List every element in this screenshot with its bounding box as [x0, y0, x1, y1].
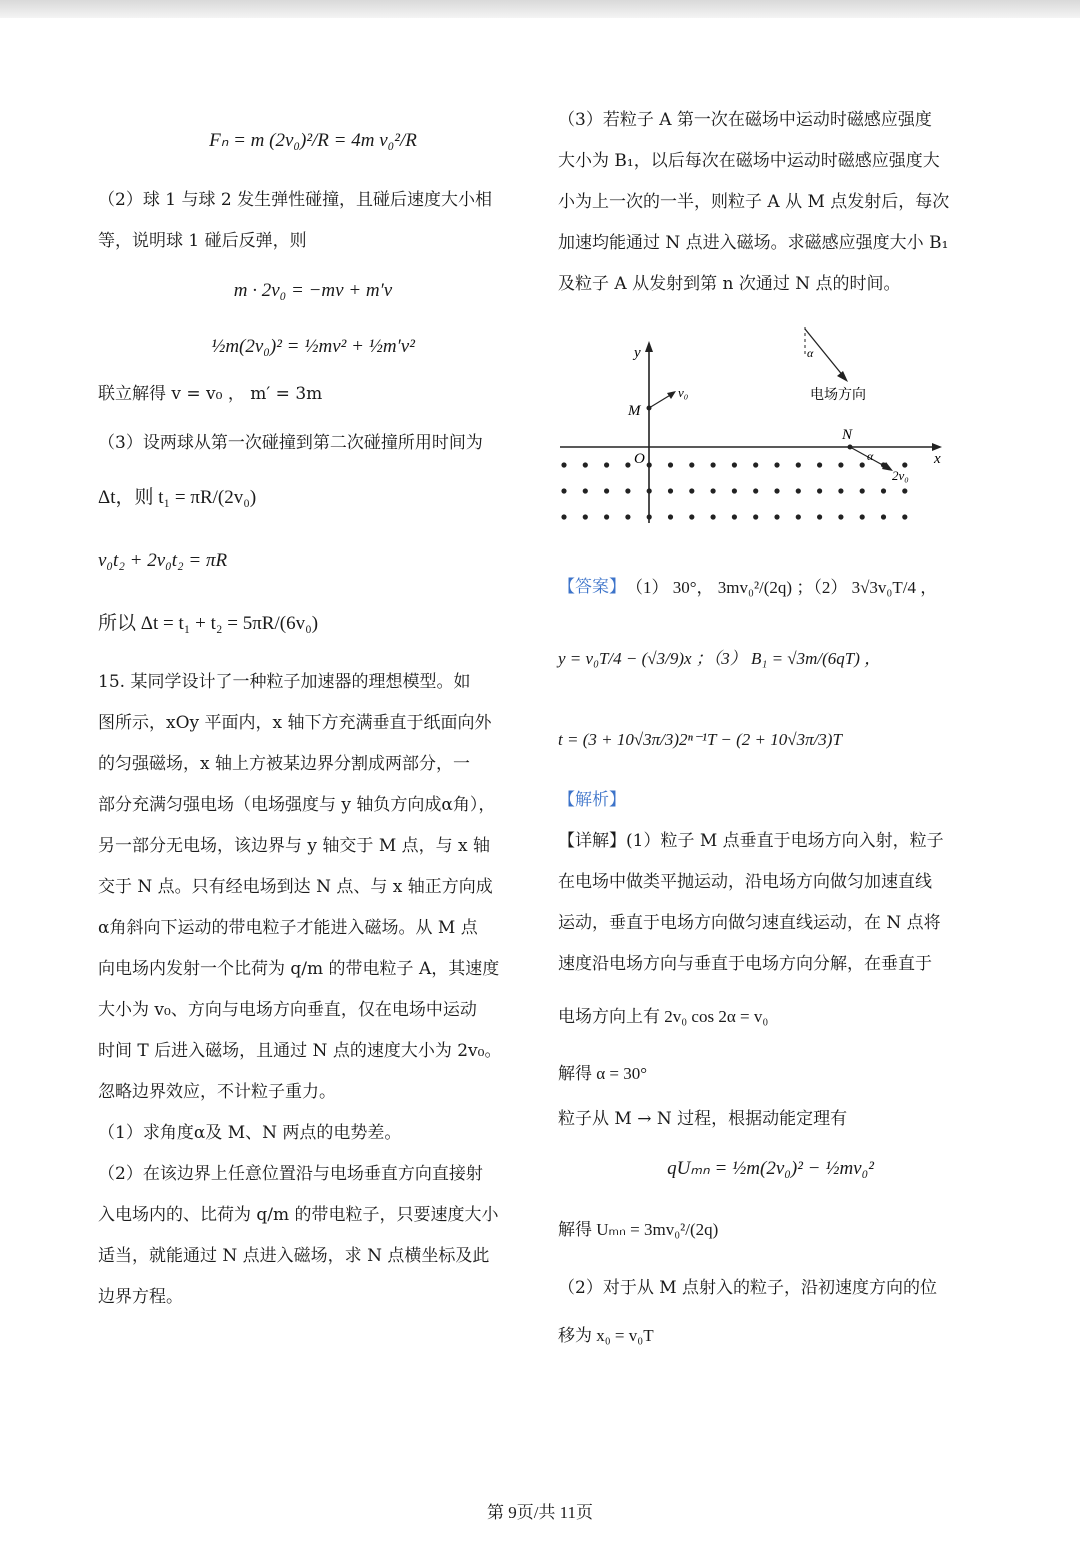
field-arrow-head-icon	[837, 371, 848, 382]
question-line: 小为上一次的一半，则粒子 A 从 M 点发射后，每次	[558, 192, 950, 212]
origin-label: O	[634, 451, 645, 467]
field-dot	[583, 488, 588, 493]
field-dot	[668, 514, 673, 519]
field-direction-label: 电场方向	[810, 388, 866, 403]
field-dot	[689, 462, 694, 467]
question-line: 及粒子 A 从发射到第 n 次通过 N 点的时间。	[558, 274, 901, 294]
question-line: 交于 N 点。只有经电场到达 N 点、与 x 轴正方向成	[98, 877, 493, 897]
field-dot	[838, 514, 843, 519]
answer-block	[558, 556, 983, 780]
field-dot	[561, 462, 566, 467]
question-line: 部分充满匀强电场（电场强度与 y 轴负方向成α角），	[98, 795, 496, 815]
field-dot	[711, 462, 716, 467]
field-dot	[561, 488, 566, 493]
right-column	[558, 100, 983, 1361]
question-15	[98, 662, 528, 1318]
field-dot	[881, 514, 886, 519]
t2-equation-text: v₀t₂ + 2v₀t₂ = πR	[98, 549, 228, 571]
p2-line-b: 等，说明球 1 碰后反弹，则	[98, 231, 307, 251]
dt-line-text: Δt，则 t₁ = πR/(2v₀)	[98, 486, 257, 508]
question-line: 的匀强磁场，x 轴上方被某边界分割成两部分，一	[98, 754, 470, 774]
page-footer: 第 9页/共 11页	[486, 1503, 594, 1522]
field-dot	[753, 488, 758, 493]
field-dot	[817, 488, 822, 493]
question-line: 时间 T 后进入磁场，且通过 N 点的速度大小为 2v₀。	[98, 1041, 502, 1061]
x-label: x	[934, 451, 941, 467]
field-dot	[604, 488, 609, 493]
field-dot	[774, 462, 779, 467]
question-line: 另一部分无电场，该边界与 y 轴交于 M 点，与 x 轴	[98, 836, 491, 856]
field-alpha-label: α	[807, 346, 814, 360]
force-equation-text: Fₙ = m (2v₀)²/R = 4m v₀²/R	[209, 129, 417, 151]
question-line: 向电场内发射一个比荷为 q/m 的带电粒子 A，其速度	[98, 959, 500, 979]
umn-result	[558, 1196, 983, 1262]
mn-process-line: 粒子从 M → N 过程，根据动能定理有	[558, 1109, 848, 1129]
p2-analysis-line: （2）对于从 M 点射入的粒子，沿初速度方向的位	[558, 1278, 938, 1298]
question-line: 加速均能通过 N 点进入磁场。求磁感应强度大小 B₁	[558, 233, 949, 253]
field-dot	[625, 488, 630, 493]
dt-line	[98, 464, 528, 530]
detail-block	[558, 821, 983, 985]
field-dot	[774, 488, 779, 493]
field-dot	[561, 514, 566, 519]
field-dot	[796, 488, 801, 493]
field-dot	[604, 462, 609, 467]
alpha-result-text: 解得 α = 30°	[558, 1063, 648, 1083]
question-15-part-3	[558, 100, 983, 305]
field-dot	[817, 514, 822, 519]
y-axis-arrow-icon	[645, 341, 653, 352]
v2-label: 2v₀	[892, 468, 909, 483]
qu-equation	[558, 1140, 983, 1196]
momentum-equation-text: m · 2v₀ = −mv + m′v	[233, 279, 393, 301]
physics-figure	[558, 327, 958, 532]
field-dot	[902, 462, 907, 467]
momentum-equation	[98, 262, 528, 318]
x0-line-text: 移为 x₀ = v₀T	[558, 1325, 654, 1345]
field-dot	[668, 488, 673, 493]
question-line: 边界方程。	[98, 1287, 183, 1307]
qu-equation-text: qUₘₙ = ½m(2v₀)² − ½mv₀²	[667, 1157, 874, 1179]
solve-line: 联立解得 v = v₀ ， m′ = 3m	[98, 384, 323, 404]
field-dot	[817, 462, 822, 467]
question-line: （2）在该边界上任意位置沿与电场垂直方向直接射	[98, 1164, 483, 1184]
field-dot	[860, 488, 865, 493]
question-line: 图所示，xOy 平面内，x 轴下方充满垂直于纸面向外	[98, 713, 492, 733]
energy-equation	[98, 318, 528, 374]
answer-3-text: t = (3 + 10√3π/3)2ⁿ⁻¹T − (2 + 10√3π/3)T	[558, 729, 842, 749]
question-line: 入电场内的、比荷为 q/m 的带电粒子，只要速度大小	[98, 1205, 499, 1225]
question-line: 大小为 v₀、方向与电场方向垂直，仅在电场中运动	[98, 1000, 477, 1020]
question-line: 忽略边界效应，不计粒子重力。	[98, 1082, 336, 1102]
field-dot	[604, 514, 609, 519]
question-line: 大小为 B₁，以后每次在磁场中运动时磁感应强度大	[558, 151, 940, 171]
field-dot	[860, 514, 865, 519]
v0-label: v₀	[678, 385, 689, 400]
alpha-result	[558, 1047, 983, 1099]
field-dot	[774, 514, 779, 519]
y-label: y	[634, 345, 641, 361]
field-dot	[860, 462, 865, 467]
field-dot	[689, 488, 694, 493]
answer-2-text: y = v₀T/4 − (√3/9)x ；（3） B₁ = √3m/(6qT) ，	[558, 648, 882, 668]
force-equation	[98, 100, 528, 180]
field-dot	[625, 462, 630, 467]
p2-line-a: （2）球 1 与球 2 发生弹性碰撞，且碰后速度大小相	[98, 190, 493, 210]
field-dot	[732, 488, 737, 493]
question-line: （1）求角度α及 M、N 两点的电势差。	[98, 1123, 402, 1143]
left-column	[98, 100, 528, 1318]
p3-line: （3）设两球从第一次碰撞到第二次碰撞所用时间为	[98, 433, 483, 453]
detail-equation-text: 电场方向上有 2v₀ cos 2α = v₀	[558, 1006, 769, 1026]
question-line: （3）若粒子 A 第一次在磁场中运动时磁感应强度	[558, 110, 932, 130]
field-dot	[732, 514, 737, 519]
field-dot	[732, 462, 737, 467]
field-dot	[583, 514, 588, 519]
x-axis-arrow-icon	[932, 443, 942, 451]
umn-result-text: 解得 Uₘₙ = 3mv₀²/(2q)	[558, 1219, 719, 1239]
dt-result	[98, 590, 528, 656]
field-dot	[753, 462, 758, 467]
detail-line: 运动，垂直于电场方向做匀速直线运动，在 N 点将	[558, 913, 941, 933]
field-dot	[711, 488, 716, 493]
n-alpha-label: α	[867, 449, 874, 463]
detail-equation	[558, 985, 983, 1047]
v0-arrow	[649, 394, 672, 408]
field-dot	[796, 462, 801, 467]
x0-line	[558, 1309, 983, 1361]
field-dot	[881, 488, 886, 493]
dt-result-text: 所以 Δt = t₁ + t₂ = 5πR/(6v₀)	[98, 612, 319, 634]
magnetic-field-dots	[561, 462, 907, 519]
question-line: 15. 某同学设计了一种粒子加速器的理想模型。如	[98, 672, 471, 692]
answer-line-2	[558, 618, 983, 698]
field-dot	[753, 514, 758, 519]
m-label: M	[628, 403, 641, 419]
top-edge	[0, 0, 1080, 18]
field-dot	[625, 514, 630, 519]
field-dot	[838, 462, 843, 467]
v0-arrow-head-icon	[667, 391, 676, 399]
field-dot	[668, 462, 673, 467]
answer-line-3	[558, 698, 983, 780]
t2-equation	[98, 530, 528, 590]
n-label: N	[842, 427, 853, 443]
field-dot	[583, 462, 588, 467]
field-dot	[902, 488, 907, 493]
question-line: α角斜向下运动的带电粒子才能进入磁场。从 M 点	[98, 918, 478, 938]
detail-line: 在电场中做类平抛运动，沿电场方向做匀加速直线	[558, 872, 932, 892]
detail-line: 【详解】(1）粒子 M 点垂直于电场方向入射，粒子	[558, 831, 944, 851]
field-dot	[902, 514, 907, 519]
answer-line-1	[558, 556, 983, 618]
field-dot	[796, 514, 801, 519]
answer-tag: 【答案】	[558, 576, 626, 597]
energy-equation-text: ½m(2v₀)² = ½mv² + ½m′v²	[211, 335, 415, 357]
question-line: 适当，就能通过 N 点进入磁场，求 N 点横坐标及此	[98, 1246, 490, 1266]
field-dot	[838, 488, 843, 493]
answer-1-text: （1） 30°， 3mv₀²/(2q) ；（2） 3√3v₀T/4 ，	[626, 577, 938, 597]
detail-line: 速度沿电场方向与垂直于电场方向分解，在垂直于	[558, 954, 932, 974]
analysis-tag: 【解析】	[558, 790, 626, 810]
field-dot	[689, 514, 694, 519]
field-dot	[711, 514, 716, 519]
